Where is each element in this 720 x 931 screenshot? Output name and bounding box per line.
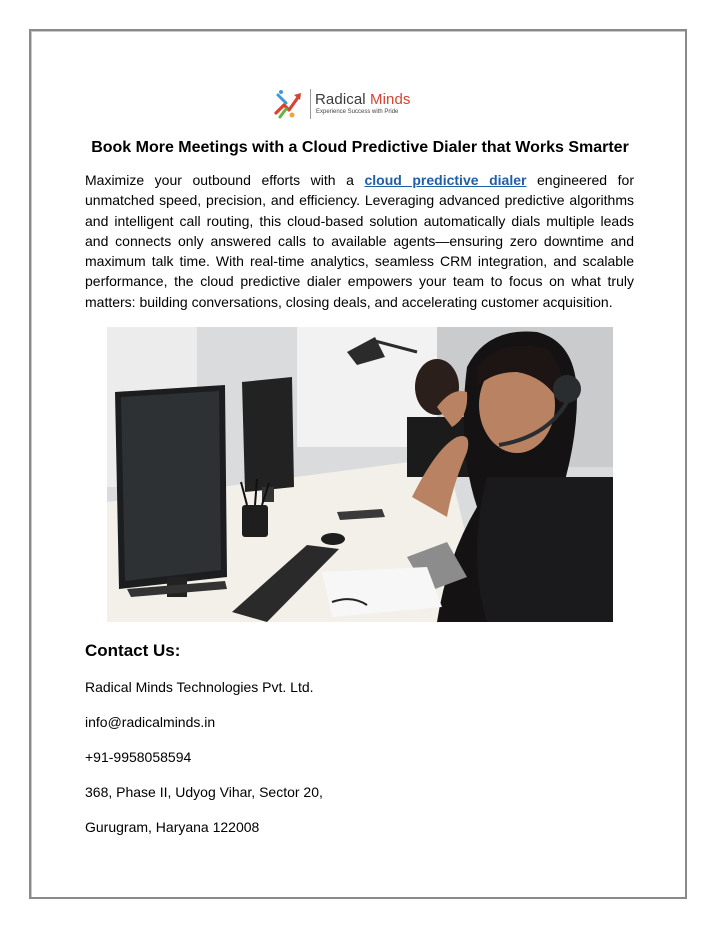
contact-address-line1: 368, Phase II, Udyog Vihar, Sector 20, — [85, 784, 323, 800]
intro-text-start: Maximize your outbound efforts with a — [85, 172, 365, 188]
call-center-agent-photo — [107, 327, 613, 622]
intro-text-end: engineered for unmatched speed, precision, and efficiency. Leveraging advanced predictive algorithms and intelligent call routing, this cloud-based solution automatically dials multiple leads and connects only answered calls to available agents—ensuring zero downtime and maximum talk time. With real-time analytics, seamless CRM integration, and scalable performance, the cloud predictive dialer empowers your team to focus on what truly matters: building conversations, closing deals, and accelerating customer acquisition. — [85, 172, 634, 310]
contact-email[interactable]: info@radicalminds.in — [85, 714, 216, 730]
logo-tagline: Experience Success with Pride — [316, 109, 399, 115]
contact-heading: Contact Us: — [85, 641, 181, 660]
logo-name: Radical Minds — [315, 91, 411, 108]
logo-divider — [310, 89, 311, 119]
contact-phone[interactable]: +91-9958058594 — [85, 749, 192, 765]
intro-paragraph — [85, 170, 634, 312]
logo-mark-icon — [272, 87, 306, 121]
radical-minds-logo — [272, 87, 452, 121]
page-title: Book More Meetings with a Cloud Predictive Dialer that Works Smarter — [91, 139, 629, 156]
cloud-predictive-dialer-link[interactable]: cloud predictive dialer — [364, 172, 527, 188]
contact-address-line2: Gurugram, Haryana 122008 — [85, 819, 260, 835]
contact-company: Radical Minds Technologies Pvt. Ltd. — [85, 679, 314, 695]
